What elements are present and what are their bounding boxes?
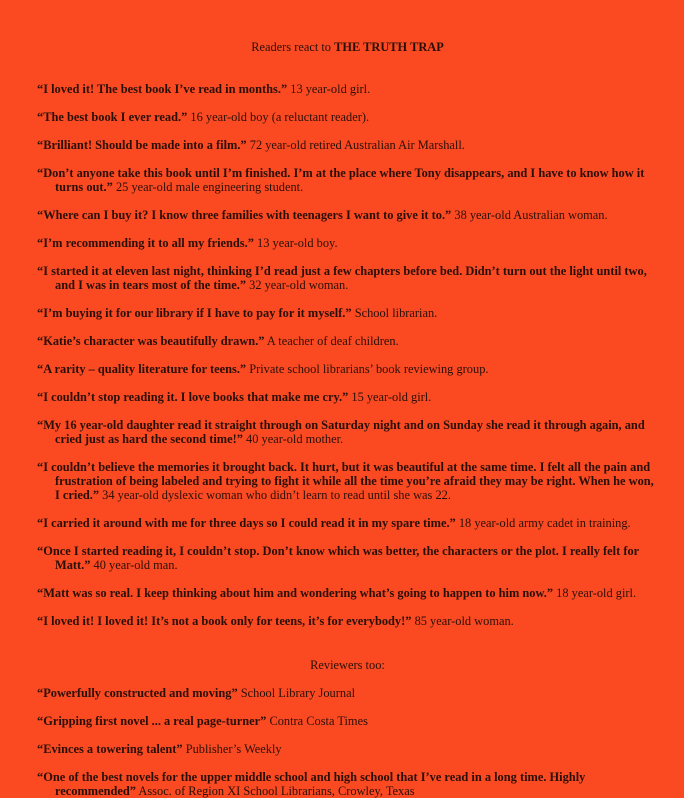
quote-text: “I loved it! The best book I’ve read in months.” [37,82,288,96]
reader-quote [37,110,658,124]
quote-text: “A rarity – quality literature for teens.” [37,362,247,376]
quote-source: Publisher’s Weekly [185,742,282,756]
quote-text: “I loved it! I loved it! It’s not a book only for teens, it’s for everybody!” [37,614,412,628]
quote-text: “My 16 year-old daughter read it straight through on Saturday night and on Sunday she read it through again, and cried just as hard the second time!” [37,418,645,446]
quote-text: “I’m buying it for our library if I have to pay for it myself.” [37,306,352,320]
quote-source: 13 year-old girl. [290,82,371,96]
quote-source: School librarian. [354,306,438,320]
reader-quote [37,460,658,502]
reader-quote [37,516,658,530]
reader-quote [37,82,658,96]
reader-quotes-list [37,82,658,628]
reader-quote [37,208,658,222]
quote-source: 18 year-old army cadet in training. [458,516,631,530]
reader-quote [37,138,658,152]
reader-quote [37,306,658,320]
quote-text: “One of the best novels for the upper middle school and high school that I’ve read in a long time. Highly recommended” [37,770,586,798]
quote-source: 38 year-old Australian woman. [454,208,608,222]
quote-text: “Powerfully constructed and moving” [37,686,238,700]
quote-text: “Brilliant! Should be made into a film.” [37,138,247,152]
reader-quote [37,264,658,292]
quote-source: Assoc. of Region XI School Librarians, Crowley, Texas [138,784,415,798]
quote-source: A teacher of deaf children. [266,334,399,348]
reader-quote [37,166,658,194]
page-title [37,40,658,54]
quote-source: 15 year-old girl. [351,390,432,404]
quote-source: 85 year-old woman. [414,614,514,628]
reader-quote [37,614,658,628]
reviewer-quotes-list [37,686,658,798]
quote-text: “I couldn’t believe the memories it brought back. It hurt, but it was beautiful at the same time. I felt all the pain and frustration of being labeled and trying to fight it while all the time you’re afraid they may be right. When he won, I cried.” [37,460,654,502]
quote-text: “I carried it around with me for three days so I could read it in my spare time.” [37,516,456,530]
title-prefix: Readers react to [251,40,335,54]
reader-quote [37,586,658,600]
quote-text: “I’m recommending it to all my friends.” [37,236,254,250]
reviewer-quote [37,686,658,700]
reader-quote [37,362,658,376]
quote-source: 72 year-old retired Australian Air Marshall. [249,138,465,152]
reader-quote [37,544,658,572]
reader-quote [37,236,658,250]
book-title: THE TRUTH TRAP [334,40,444,54]
quote-source: School Library Journal [240,686,356,700]
quote-text: “Katie’s character was beautifully drawn.” [37,334,265,348]
quote-text: “I couldn’t stop reading it. I love books that make me cry.” [37,390,349,404]
quote-text: “The best book I ever read.” [37,110,188,124]
quote-source: 32 year-old woman. [249,278,349,292]
reader-quote [37,334,658,348]
reviewer-quote [37,742,658,756]
reviewer-quote [37,714,658,728]
quote-source: 34 year-old dyslexic woman who didn’t learn to read until she was 22. [102,488,451,502]
quote-source: 13 year-old boy. [257,236,338,250]
quote-source: 18 year-old girl. [556,586,637,600]
quote-text: “Where can I buy it? I know three families with teenagers I want to give it to.” [37,208,452,222]
reader-quote [37,390,658,404]
quote-source: 16 year-old boy (a reluctant reader). [190,110,370,124]
quote-source: 25 year-old male engineering student. [115,180,304,194]
quote-text: “Matt was so real. I keep thinking about him and wondering what’s going to happen to him now.” [37,586,554,600]
quote-text: “Evinces a towering talent” [37,742,183,756]
quote-text: “Don’t anyone take this book until I’m finished. I’m at the place where Tony disappears, and I have to know how it turns out.” [37,166,645,194]
quote-text: “Once I started reading it, I couldn’t stop. Don’t know which was better, the characters or the plot. I really felt for Matt.” [37,544,639,572]
quote-source: Private school librarians’ book reviewing group. [249,362,489,376]
quote-source: Contra Costa Times [269,714,368,728]
quote-text: “Gripping first novel ... a real page-turner” [37,714,267,728]
reader-quote [37,418,658,446]
quote-source: 40 year-old mother. [246,432,344,446]
reviewers-heading: Reviewers too: [310,658,385,672]
quote-source: 40 year-old man. [93,558,178,572]
quote-text: “I started it at eleven last night, thinking I’d read just a few chapters before bed. Didn’t turn out the light until two, and I was in tears most of the time.” [37,264,647,292]
